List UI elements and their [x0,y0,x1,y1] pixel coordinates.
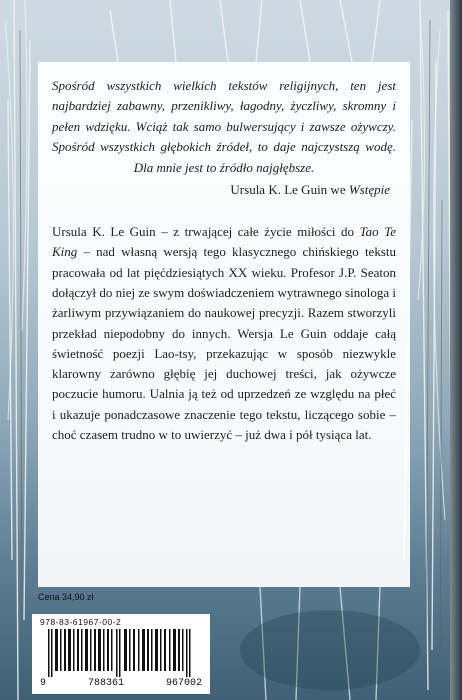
ean-digits [38,678,204,689]
ean-right-group: 967002 [165,678,202,689]
ean-left-group: 788361 [87,678,124,689]
quote-attribution [52,182,390,198]
ean-first-digit: 9 [40,678,47,689]
description-part-1: Ursula K. Le Guin – z trwającej całe życie miłości do [52,224,360,240]
isbn-number: 978-83-61967-00-2 [40,617,122,627]
description-book-title: Tao Te King [52,224,397,260]
quote-text: Spośród wszystkich wielkich tekstów religijnych, ten jest najbardziej zabawny, przenikliwy, łagodny, życzliwy, skromny i pełen wdzięku. Wciąż tak samo bulwersujący i zawsze ożywczy. Spośród wszystkich głębokich źródeł, to daje najczystszą wodę. Dla mnie jest to źródło najgłębsze. [52,78,396,175]
barcode-bars [38,629,204,677]
price-label: Cena 34,90 zł [38,592,94,602]
barcode-box [32,614,210,694]
book-description [52,222,396,445]
text-panel [38,62,410,587]
description-part-2: – nad własną wersją tego klasycznego chińskiego tekstu pracowała od lat pięćdziesiątych XX wieku. Profesor J.P. Seaton dołączył do niej ze swym doświadczeniem wytrawnego sinologa i żarliwym przywiązaniem do naukowej precyzji. Razem stworzyli przekład niepodobny do innych. Wersja Le Guin oddaje całą świetność poezji Lao-tsy, przekazując w sposób niezwykle klarowny zarówno głębię jej duchowej treści, jak ożywcze poczucie humoru. Ualnia ją też od uprzedzeń ze względu na płeć i ukazuje ponadczasowe znaczenie tego tekstu, liczącego sobie – choć czasem trudno w to uwierzyć – już dwa i pół tysiąca lat. [52,244,396,442]
book-spine-edge [450,0,462,700]
attribution-author: Ursula K. Le Guin we [230,182,346,198]
attribution-source: Wstępie [348,182,390,198]
